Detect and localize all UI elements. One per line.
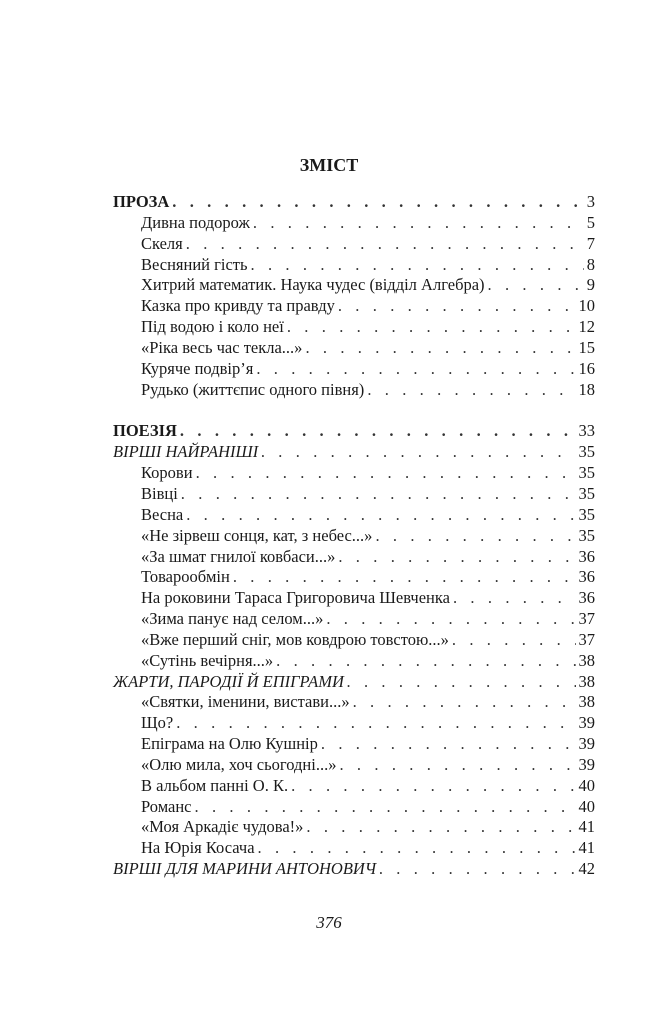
toc-entry-title: ПОЕЗІЯ	[113, 421, 177, 441]
toc-entry[interactable]	[113, 255, 595, 276]
toc-entry-page: 37	[578, 629, 595, 649]
toc-entry[interactable]	[113, 463, 595, 484]
toc-entry-title: «Зима панує над селом...»	[141, 609, 324, 629]
toc-entry[interactable]	[113, 359, 595, 380]
toc-entry[interactable]	[113, 713, 595, 734]
toc-entry-page: 41	[578, 838, 595, 858]
toc-entry-title: Скеля	[141, 233, 183, 253]
toc-entry-page: 35	[578, 442, 595, 462]
dot-leader	[353, 692, 576, 713]
dot-leader	[339, 755, 575, 776]
toc-entry-page: 38	[578, 671, 595, 691]
toc-entry[interactable]	[113, 651, 595, 672]
toc-entry-title: Епіграма на Олю Кушнір	[141, 734, 318, 754]
dot-leader	[488, 275, 584, 296]
toc-entry-page: 40	[578, 796, 595, 816]
toc-entry[interactable]	[113, 380, 595, 401]
toc-entry-title: На роковини Тараса Григоровича Шевченка	[141, 588, 450, 608]
dot-leader	[196, 463, 576, 484]
dot-leader	[379, 859, 575, 880]
toc-entry-page: 38	[578, 692, 595, 712]
section-gap	[113, 400, 595, 421]
dot-leader	[305, 338, 575, 359]
toc-entry-title: Дивна подорож	[141, 212, 250, 232]
toc-subsection-heading[interactable]	[113, 672, 595, 693]
toc-entry-title: ВІРШІ ДЛЯ МАРИНИ АНТОНОВИЧ	[113, 859, 377, 879]
toc-entry-page: 10	[578, 296, 595, 316]
toc-entry-title: Що?	[141, 713, 174, 733]
dot-leader	[291, 776, 575, 797]
toc-entry[interactable]	[113, 776, 595, 797]
toc-entry-page: 42	[578, 859, 595, 879]
dot-leader	[256, 359, 575, 380]
toc-entry-page: 36	[578, 546, 595, 566]
toc-entry-page: 39	[578, 713, 595, 733]
toc-entry-title: Корови	[141, 463, 193, 483]
toc-entry-page: 37	[578, 609, 595, 629]
dot-leader	[367, 380, 575, 401]
dot-leader	[338, 547, 575, 568]
toc-entry-page: 35	[578, 463, 595, 483]
toc-entry-title: Весняний гість	[141, 254, 248, 274]
toc-entry-page: 15	[578, 337, 595, 357]
toc-entry-title: Хитрий математик. Наука чудес (відділ Алгебра)	[141, 275, 485, 295]
toc-entry[interactable]	[113, 275, 595, 296]
dot-leader	[176, 713, 575, 734]
toc-entry[interactable]	[113, 526, 595, 547]
dot-leader	[287, 317, 576, 338]
dot-leader	[347, 672, 576, 693]
toc-entry-title: «Святки, іменини, вистави...»	[141, 692, 350, 712]
toc-entry-title: Казка про кривду та правду	[141, 296, 335, 316]
toc-entry[interactable]	[113, 817, 595, 838]
toc-entry-page: 39	[578, 734, 595, 754]
toc-entry-page: 5	[586, 212, 595, 232]
table-of-contents	[113, 192, 595, 880]
dot-leader	[375, 526, 575, 547]
toc-entry[interactable]	[113, 797, 595, 818]
toc-entry[interactable]	[113, 630, 595, 651]
toc-entry[interactable]	[113, 755, 595, 776]
toc-entry-page: 33	[578, 421, 595, 441]
dot-leader	[453, 588, 576, 609]
dot-leader	[181, 484, 576, 505]
toc-entry-title: Під водою і коло неї	[141, 317, 284, 337]
toc-entry-title: В альбом панні О. К.	[141, 775, 289, 795]
toc-entry-page: 36	[578, 588, 595, 608]
dot-leader	[338, 296, 576, 317]
toc-entry-page: 9	[586, 275, 595, 295]
toc-entry-title: «Не зірвеш сонця, кат, з небес...»	[141, 525, 373, 545]
dot-leader	[186, 505, 575, 526]
toc-entry-page: 3	[586, 192, 595, 211]
dot-leader	[233, 567, 576, 588]
toc-entry[interactable]	[113, 317, 595, 338]
toc-entry-title: ЖАРТИ, ПАРОДІЇ Й ЕПІГРАМИ	[113, 671, 344, 691]
toc-entry[interactable]	[113, 296, 595, 317]
toc-entry-title: «Олю мила, хоч сьогодні...»	[141, 754, 337, 774]
toc-subsection-heading[interactable]	[113, 442, 595, 463]
page-title: ЗМІСТ	[299, 155, 359, 175]
toc-subsection-heading[interactable]	[113, 859, 595, 880]
toc-entry[interactable]	[113, 484, 595, 505]
toc-entry-title: Романс	[141, 796, 192, 816]
toc-entry-title: «Сутінь вечірня...»	[141, 650, 274, 670]
dot-leader	[251, 255, 584, 276]
toc-entry[interactable]	[113, 734, 595, 755]
dot-leader	[321, 734, 576, 755]
dot-leader	[172, 192, 583, 213]
toc-entry[interactable]	[113, 588, 595, 609]
toc-entry[interactable]	[113, 547, 595, 568]
toc-entry-page: 35	[578, 483, 595, 503]
dot-leader	[258, 838, 576, 859]
toc-entry-page: 40	[578, 775, 595, 795]
toc-entry[interactable]	[113, 213, 595, 234]
toc-entry-page: 7	[586, 233, 595, 253]
toc-entry-page: 41	[578, 817, 595, 837]
dot-leader	[306, 817, 575, 838]
toc-entry-page: 35	[578, 525, 595, 545]
toc-section-heading[interactable]	[113, 421, 595, 442]
toc-entry-page: 16	[578, 358, 595, 378]
toc-entry-title: «Вже перший сніг, мов ковдрою товстою...»	[141, 629, 449, 649]
toc-entry[interactable]	[113, 692, 595, 713]
toc-entry[interactable]	[113, 338, 595, 359]
toc-entry-title: «Моя Аркадіє чудова!»	[141, 817, 304, 837]
dot-leader	[452, 630, 576, 651]
toc-entry-page: 8	[586, 254, 595, 274]
toc-section-heading[interactable]	[113, 192, 595, 213]
dot-leader	[253, 213, 584, 234]
toc-entry-title: Вівці	[141, 483, 178, 503]
page-number: 376	[316, 913, 342, 932]
toc-entry-page: 39	[578, 754, 595, 774]
toc-entry-title: ПРОЗА	[113, 192, 170, 211]
dot-leader	[261, 442, 575, 463]
toc-entry-title: Куряче подвір’я	[141, 358, 254, 378]
toc-entry-page: 38	[578, 650, 595, 670]
toc-entry-page: 36	[578, 567, 595, 587]
dot-leader	[180, 421, 576, 442]
toc-entry[interactable]	[113, 838, 595, 859]
dot-leader	[326, 609, 575, 630]
toc-entry-title: ВІРШІ НАЙРАНІШІ	[113, 442, 259, 462]
toc-entry-page: 18	[578, 379, 595, 399]
toc-entry[interactable]	[113, 505, 595, 526]
toc-entry[interactable]	[113, 609, 595, 630]
toc-entry-title: Рудько (життєпис одного півня)	[141, 379, 365, 399]
toc-entry[interactable]	[113, 567, 595, 588]
toc-entry-title: Товарообмін	[141, 567, 230, 587]
toc-entry-title: На Юрія Косача	[141, 838, 255, 858]
toc-entry-title: «За шмат гнилої ковбаси...»	[141, 546, 336, 566]
toc-entry-title: «Ріка весь час текла...»	[141, 337, 303, 357]
dot-leader	[186, 234, 584, 255]
toc-entry-page: 12	[578, 317, 595, 337]
dot-leader	[276, 651, 575, 672]
toc-entry[interactable]	[113, 234, 595, 255]
dot-leader	[195, 797, 576, 818]
toc-entry-page: 35	[578, 504, 595, 524]
toc-entry-title: Весна	[141, 504, 184, 524]
